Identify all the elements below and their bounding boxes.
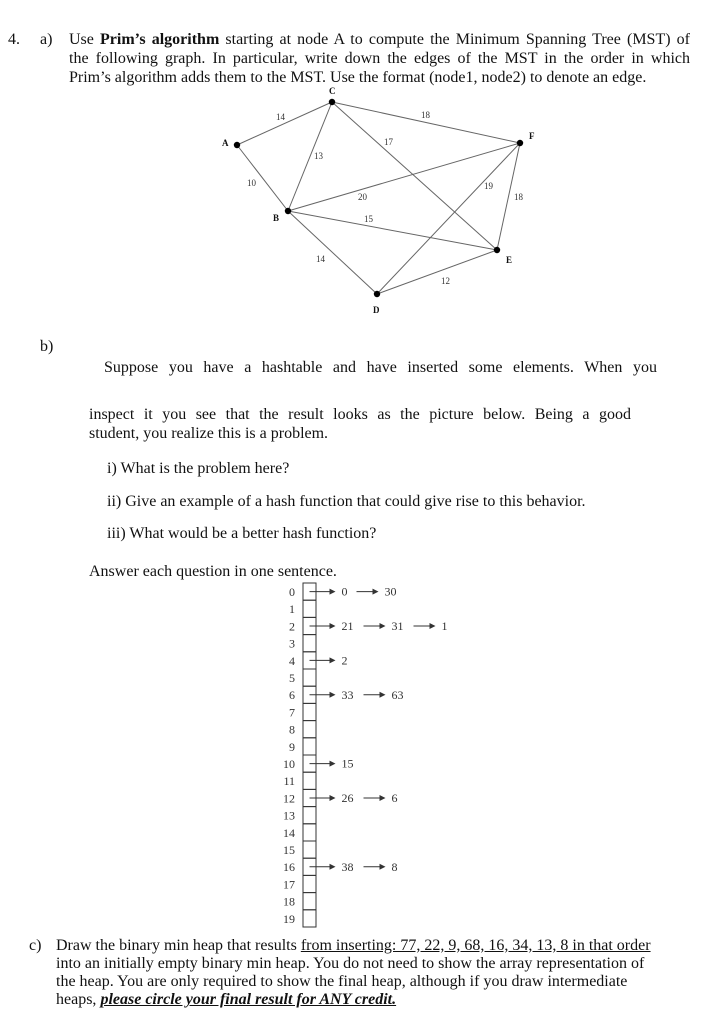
- edge-b-e: [288, 211, 497, 250]
- node-a: [234, 142, 240, 148]
- weight-f-e: 18: [514, 192, 523, 202]
- hash-bucket-8: [303, 721, 316, 738]
- chain-value-0-0: 0: [341, 584, 348, 599]
- hash-bucket-1: [303, 600, 316, 617]
- bucket-index-4: 4: [289, 653, 295, 668]
- chain-value-4-0: 2: [341, 653, 348, 668]
- node-label-e: E: [506, 255, 513, 265]
- chain-arrow-12-0-head: [330, 795, 336, 801]
- chain-arrow-2-0-head: [330, 623, 336, 629]
- bucket-index-0: 0: [289, 585, 295, 599]
- chain-value-2-2: 1: [441, 619, 448, 633]
- node-c: [329, 99, 335, 105]
- bucket-index-15: 15: [283, 843, 295, 857]
- node-d: [374, 291, 380, 297]
- part-b-question-1: i) What is the problem here?: [107, 460, 290, 477]
- part-b-line-3: student, you realize this is a problem.: [89, 425, 329, 442]
- bucket-index-3: 3: [289, 636, 295, 651]
- hash-bucket-13: [303, 807, 316, 824]
- mst-graph: [0, 0, 724, 330]
- edge-c-b: [288, 102, 332, 211]
- bucket-index-16: 16: [283, 860, 295, 875]
- part-c-label: c): [29, 937, 42, 954]
- bucket-index-14: 14: [283, 825, 295, 840]
- chain-arrow-0-1-head: [373, 589, 379, 595]
- weight-a-b: 10: [247, 178, 256, 188]
- chain-arrow-2-2-head: [430, 623, 436, 629]
- node-label-d: D: [373, 305, 380, 315]
- bucket-index-17: 17: [283, 877, 295, 892]
- bucket-index-7: 7: [289, 705, 295, 720]
- chain-arrow-10-0-head: [330, 761, 336, 767]
- bucket-index-13: 13: [283, 808, 295, 823]
- part-c-line-1: Draw the binary min heap that results from inserting: 77, 22, 9, 68, 16, 34, 13, 8 in that order: [56, 937, 651, 954]
- hash-bucket-11: [303, 772, 316, 789]
- bucket-index-12: 12: [283, 791, 295, 806]
- part-a-line-3: Prim’s algorithm adds them to the MST. Use the format (node1, node2) to denote an edge.: [69, 69, 647, 86]
- weight-b-f: 20: [358, 192, 367, 202]
- hash-bucket-18: [303, 893, 316, 910]
- node-label-b: B: [273, 213, 280, 223]
- bucket-index-19: 19: [283, 911, 295, 926]
- chain-value-6-0: 33: [341, 687, 354, 702]
- edge-d-f: [377, 143, 520, 294]
- hash-bucket-14: [303, 824, 316, 841]
- bucket-index-11: 11: [283, 774, 295, 789]
- bucket-index-6: 6: [289, 688, 295, 703]
- part-b-question-3: iii) What would be a better hash function?: [107, 525, 377, 542]
- part-a-label: a): [40, 31, 53, 48]
- edge-c-f: [332, 102, 520, 143]
- chain-arrow-6-0-head: [330, 692, 336, 698]
- bucket-index-9: 9: [289, 739, 295, 754]
- chain-arrow-16-1-head: [380, 864, 386, 870]
- weight-c-e: 17: [384, 137, 393, 147]
- node-b: [285, 208, 291, 214]
- weight-c-b: 13: [314, 151, 323, 161]
- part-c-line-3: the heap. You are only required to show the final heap, although if you draw intermediate: [56, 973, 628, 990]
- question-number: 4.: [8, 31, 20, 48]
- edge-a-b: [237, 145, 288, 211]
- chain-value-2-0: 21: [341, 619, 354, 633]
- edge-d-e: [377, 250, 497, 294]
- part-a-line-2: the following graph. In particular, write down the edges of the MST in the order in which: [69, 50, 690, 67]
- bucket-index-8: 8: [289, 722, 295, 737]
- hash-bucket-15: [303, 841, 316, 858]
- chain-value-16-1: 8: [391, 859, 398, 874]
- chain-arrow-2-1-head: [380, 623, 386, 629]
- chain-arrow-0-0-head: [330, 589, 336, 595]
- part-b-label: b): [40, 338, 54, 355]
- hash-bucket-7: [303, 703, 316, 720]
- node-label-f: F: [529, 131, 535, 141]
- node-label-c: C: [329, 86, 336, 96]
- hash-bucket-3: [303, 635, 316, 652]
- chain-arrow-16-0-head: [330, 864, 336, 870]
- part-b-line-2: inspect it you see that the result looks as the picture below. Being a good: [89, 406, 631, 423]
- bucket-index-18: 18: [283, 894, 295, 909]
- hash-bucket-17: [303, 875, 316, 892]
- bucket-index-5: 5: [289, 671, 295, 685]
- hashtable-diagram: [0, 578, 724, 930]
- weight-a-c: 14: [276, 112, 285, 122]
- bucket-index-10: 10: [283, 757, 295, 771]
- weight-d-f: 19: [484, 181, 493, 191]
- part-c-line-2: into an initially empty binary min heap. You do not need to show the array representation of: [56, 955, 645, 972]
- bucket-index-2: 2: [289, 619, 295, 634]
- node-f: [517, 140, 523, 146]
- chain-value-6-1: 63: [391, 687, 404, 702]
- chain-arrow-12-1-head: [380, 795, 386, 801]
- weight-c-f: 18: [421, 110, 430, 120]
- chain-value-2-1: 31: [391, 619, 404, 633]
- hash-bucket-5: [303, 669, 316, 686]
- node-e: [494, 247, 500, 253]
- bucket-index-1: 1: [289, 602, 295, 617]
- chain-arrow-4-0-head: [330, 657, 336, 663]
- chain-value-12-0: 26: [341, 791, 354, 805]
- hash-bucket-19: [303, 910, 316, 927]
- weight-d-e: 12: [441, 276, 450, 286]
- chain-arrow-6-1-head: [380, 692, 386, 698]
- part-b-line-1: Suppose you have a hashtable and have inserted some elements. When you: [104, 359, 657, 376]
- edge-c-e: [332, 102, 497, 250]
- chain-value-0-1: 30: [384, 584, 397, 599]
- chain-value-12-1: 6: [391, 791, 398, 805]
- weight-b-e: 15: [364, 214, 373, 224]
- part-b-question-2: ii) Give an example of a hash function that could give rise to this behavior.: [107, 493, 586, 510]
- chain-value-16-0: 38: [341, 859, 354, 874]
- answer-instruction: Answer each question in one sentence.: [89, 563, 337, 580]
- chain-value-10-0: 15: [341, 756, 354, 771]
- part-a-line-1: Use Prim’s algorithm starting at node A to compute the Minimum Spanning Tree (MST) of: [69, 31, 690, 48]
- part-c-line-4: heaps, please circle your final result for ANY credit.: [56, 991, 397, 1008]
- hash-bucket-9: [303, 738, 316, 755]
- node-label-a: A: [222, 138, 229, 148]
- weight-b-d: 14: [316, 254, 325, 264]
